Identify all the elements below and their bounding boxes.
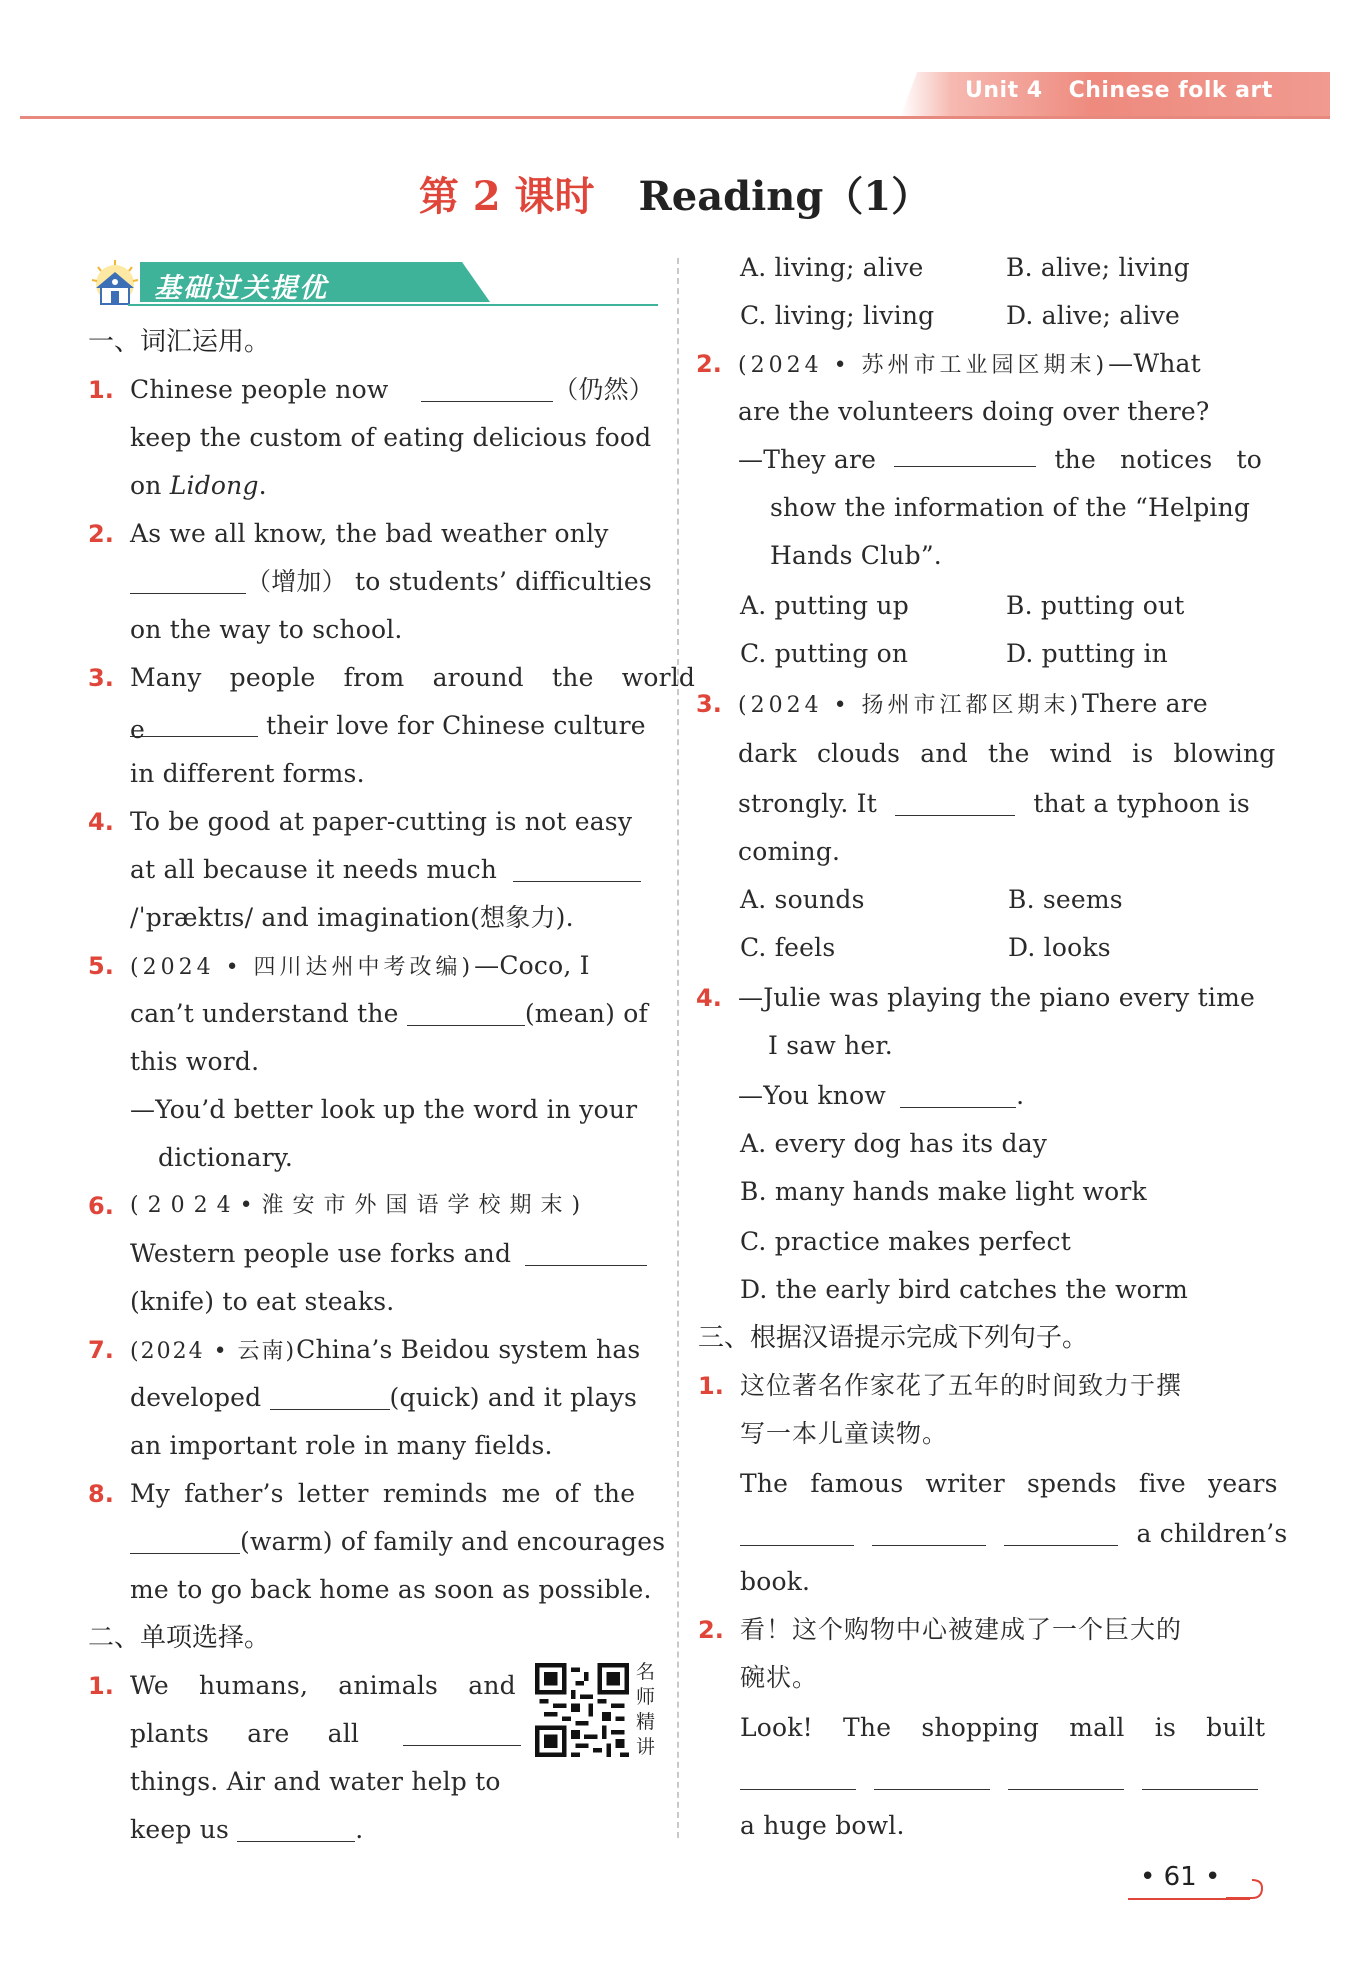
qr-code-icon[interactable] <box>535 1663 629 1757</box>
option-d[interactable]: D. the early bird catches the worm <box>740 1275 1188 1304</box>
question-line: 看！这个购物中心被建成了一个巨大的 <box>740 1615 1183 1644</box>
answer-blank[interactable] <box>872 1515 986 1546</box>
question-line: on Lidong. <box>130 471 267 500</box>
question-line: I saw her. <box>768 1031 893 1060</box>
answer-blank[interactable] <box>403 1715 521 1746</box>
question-line: strongly. It that a typhoon is <box>738 780 1250 828</box>
answer-blank[interactable] <box>1008 1759 1124 1790</box>
question-line: keep the custom of eating delicious food <box>130 423 652 452</box>
answer-blank[interactable] <box>421 371 553 402</box>
question-source: (2024•淮安市外国语学校期末) <box>130 1193 590 1218</box>
qr-label: 名师精讲 <box>636 1661 656 1758</box>
question-line <box>740 1754 1258 1802</box>
question-line: (2024 • 云南)China’s Beidou system has <box>130 1335 641 1364</box>
section-choice-heading: 二、单项选择。 <box>88 1623 271 1653</box>
header-rule <box>20 116 1330 119</box>
answer-blank[interactable] <box>407 995 525 1026</box>
option-b[interactable]: B. many hands make light work <box>740 1177 1147 1206</box>
question-line: Western people use forks and <box>130 1230 647 1278</box>
answer-blank[interactable] <box>740 1515 854 1546</box>
header-title <box>965 78 1273 103</box>
question-line: —You know . <box>738 1072 1024 1120</box>
option-b[interactable]: B. seems <box>1008 885 1123 914</box>
option-d[interactable]: D. looks <box>1008 933 1111 962</box>
question-line: this word. <box>130 1047 260 1076</box>
question-line: things. Air and water help to <box>130 1767 501 1796</box>
question-line: show the information of the “Helping <box>770 493 1251 522</box>
question-number: 5. <box>88 952 114 980</box>
question-line: (2024 • 扬州市江都区期末)There are <box>738 689 1208 718</box>
lesson-name: Reading（1） <box>638 173 932 220</box>
unit-topic: Chinese folk art <box>1068 78 1273 103</box>
option-c[interactable]: C. feels <box>740 933 836 962</box>
question-line: (warm) of family and encourages <box>130 1518 665 1566</box>
question-number: 4. <box>88 808 114 836</box>
question-line: —Julie was playing the piano every time <box>738 983 1255 1012</box>
answer-blank[interactable] <box>270 1379 390 1410</box>
column-divider <box>677 258 679 1838</box>
question-line: dictionary. <box>158 1143 294 1172</box>
question-line: book. <box>740 1567 811 1596</box>
section-translate-heading: 三、根据汉语提示完成下列句子。 <box>698 1323 1089 1353</box>
curved-arrow-icon <box>1224 1872 1264 1900</box>
question-number: 1. <box>88 1672 114 1700</box>
question-line: 这位著名作家花了五年的时间致力于撰 <box>740 1371 1183 1400</box>
question-line: coming. <box>738 837 841 866</box>
question-line: Hands Club”. <box>770 541 942 570</box>
question-number: 4. <box>696 984 722 1012</box>
question-line: My father’s letter reminds me of the <box>130 1479 636 1508</box>
question-line: a huge bowl. <box>740 1811 905 1840</box>
question-line: plants are all <box>130 1710 521 1758</box>
question-line: developed (quick) and it plays <box>130 1374 637 1422</box>
answer-blank[interactable] <box>874 1759 990 1790</box>
question-line: keep us . <box>130 1806 363 1854</box>
page-title <box>0 165 1350 222</box>
question-number: 1. <box>88 376 114 404</box>
question-line: in different forms. <box>130 759 365 788</box>
question-number: 3. <box>88 664 114 692</box>
section-vocab-heading: 一、词汇运用。 <box>88 327 271 357</box>
question-line: The famous writer spends five years <box>740 1469 1278 1498</box>
question-line: an important role in many fields. <box>130 1431 553 1460</box>
answer-blank[interactable] <box>894 436 1036 467</box>
option-c[interactable]: C. living; living <box>740 301 935 330</box>
question-line: —They are the notices to <box>738 436 1262 484</box>
answer-blank[interactable] <box>525 1235 647 1266</box>
question-number: 6. <box>88 1192 114 1220</box>
option-d[interactable]: D. putting in <box>1006 639 1168 668</box>
question-number: 2. <box>696 350 722 378</box>
option-a[interactable]: A. every dog has its day <box>740 1129 1048 1158</box>
question-line: As we all know, the bad weather only <box>130 519 609 548</box>
question-number: 7. <box>88 1336 114 1364</box>
question-line: (2024 • 苏州市工业园区期末)—What <box>738 349 1201 378</box>
answer-blank[interactable] <box>130 1523 240 1554</box>
question-number: 2. <box>698 1616 724 1644</box>
question-number: 1. <box>698 1372 724 1400</box>
answer-blank[interactable] <box>895 785 1015 816</box>
question-line: at all because it needs much <box>130 846 641 894</box>
question-line: dark clouds and the wind is blowing <box>738 739 1276 768</box>
question-line: We humans, animals and <box>130 1671 516 1700</box>
question-number: 3. <box>696 690 722 718</box>
option-b[interactable]: B. alive; living <box>1006 253 1190 282</box>
question-line: (knife) to eat steaks. <box>130 1287 395 1316</box>
answer-blank[interactable] <box>513 851 641 882</box>
question-line: —You’d better look up the word in your <box>130 1095 638 1124</box>
option-a[interactable]: A. sounds <box>740 885 865 914</box>
banner-underline <box>128 304 658 306</box>
question-line: Chinese people now （仍然） <box>130 366 654 414</box>
option-a[interactable]: A. living; alive <box>740 253 924 282</box>
question-line: can’t understand the (mean) of <box>130 990 648 1038</box>
question-number: 8. <box>88 1480 114 1508</box>
answer-blank[interactable] <box>237 1811 355 1842</box>
question-line: 碗状。 <box>740 1663 819 1692</box>
answer-blank[interactable] <box>1004 1515 1118 1546</box>
option-c[interactable]: C. putting on <box>740 639 909 668</box>
answer-blank[interactable] <box>900 1077 1016 1108</box>
answer-blank[interactable] <box>740 1759 856 1790</box>
question-line: e their love for Chinese culture <box>130 702 646 750</box>
banner-label: 基础过关提优 <box>154 273 328 304</box>
question-line: on the way to school. <box>130 615 403 644</box>
school-house-icon <box>88 258 142 308</box>
question-line: Look! The shopping mall is built <box>740 1713 1266 1742</box>
question-line: are the volunteers doing over there? <box>738 397 1210 426</box>
option-a[interactable]: A. putting up <box>740 591 909 620</box>
question-line: me to go back home as soon as possible. <box>130 1575 652 1604</box>
lesson-label: 第 2 课时 <box>418 173 595 220</box>
option-b[interactable]: B. putting out <box>1006 591 1185 620</box>
question-line: 写一本儿童读物。 <box>740 1419 949 1448</box>
answer-blank[interactable] <box>1142 1759 1258 1790</box>
unit-label: Unit 4 <box>965 78 1043 103</box>
question-line: a children’s <box>740 1510 1287 1558</box>
option-d[interactable]: D. alive; alive <box>1006 301 1181 330</box>
question-line: To be good at paper-cutting is not easy <box>130 807 633 836</box>
option-c[interactable]: C. practice makes perfect <box>740 1227 1071 1256</box>
question-number: 2. <box>88 520 114 548</box>
answer-blank[interactable]: e <box>130 706 258 737</box>
question-line: Many people from around the world <box>130 663 696 692</box>
answer-blank[interactable] <box>130 563 246 594</box>
page-number: • 61 • <box>1140 1862 1221 1892</box>
question-line: (2024 • 四川达州中考改编)—Coco, I <box>130 951 590 980</box>
section-banner <box>88 258 658 306</box>
question-line: （增加） to students’ difficulties <box>130 558 652 606</box>
question-line: /ˈpræktɪs/ and imagination(想象力). <box>130 903 574 932</box>
